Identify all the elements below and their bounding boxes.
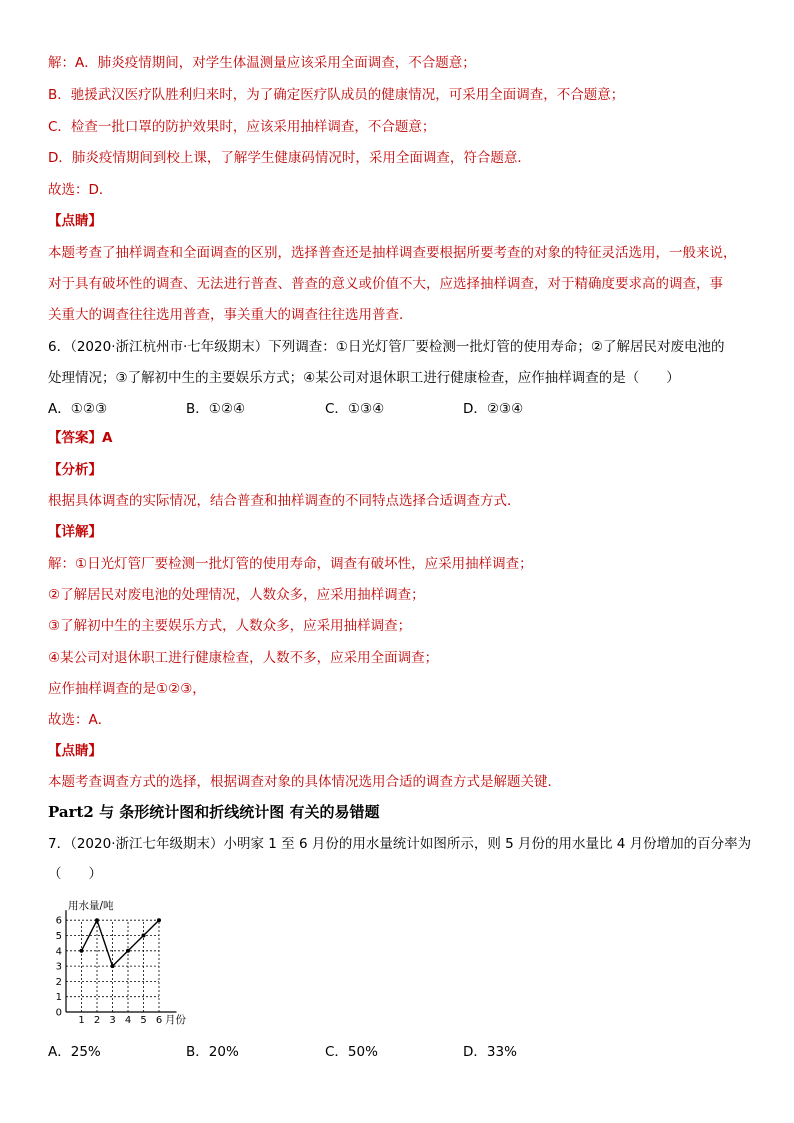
y-tick-label: 3 [55,961,62,973]
data-point [95,918,99,922]
q6-comment-label: 【点睛】 [48,743,102,759]
q5-comment-line-1: 本题考查了抽样调查和全面调查的区别，选择普查还是抽样调查要根据所要考查的对象的特征灵活选用，一般来说， [48,245,737,261]
y-tick-label: 6 [55,915,62,927]
x-tick-label: 6 [155,1015,163,1025]
q6-analysis-label: 【分析】 [48,462,102,478]
q7-option-b: B．20% [186,1044,239,1060]
y-tick-label: 2 [55,976,62,988]
q6-detail-line-4: ④某公司对退休职工进行健康检查，人数不多，应采用全面调查； [48,650,439,666]
data-point [142,934,146,938]
q6-option-d: D．②③④ [463,401,524,417]
q6-analysis: 根据具体调查的实际情况，结合普查和抽样调查的不同特点选择合适调查方式． [48,493,521,509]
x-tick-label: 2 [93,1015,101,1025]
q6-choose: 故选：A． [48,712,112,728]
q6-comment: 本题考查调查方式的选择，根据调查对象的具体情况选用合适的调查方式是解题关键． [48,774,561,790]
q7-stem-line-1: 7．（2020·浙江七年级期末）小明家 1 至 6 月份的用水量统计如图所示，则 5 月份的用水量比 4 月份增加的百分率为 [48,836,752,852]
series-line [82,920,160,966]
x-tick-label: 1 [78,1015,85,1025]
q7-option-d: D．33% [463,1044,517,1060]
q6-detail-label: 【详解】 [48,524,102,540]
x-tick-label: 5 [140,1015,147,1025]
y-tick-label: 4 [55,946,62,958]
q6-option-a: A．①②③ [48,401,108,417]
x-axis-title: 月份 [165,1014,186,1025]
q5-comment-label: 【点睛】 [48,213,102,229]
q5-solution-b: B．驰援武汉医疗队胜利归来时，为了确定医疗队成员的健康情况，可采用全面调查，不合题意； [48,87,625,103]
x-tick-label: 3 [109,1015,116,1025]
q5-answer: 故选：D． [48,182,113,198]
y-tick-label: 0 [55,1007,62,1019]
q6-option-c: C．①③④ [325,401,385,417]
data-point [111,964,115,968]
x-tick-label: 4 [124,1015,132,1025]
q7-stem-line-2: （ ） [48,866,102,882]
section-title: Part2 与 条形统计图和折线统计图 有关的易错题 [48,803,380,821]
y-axis-title: 用水量/吨 [68,900,114,912]
q7-option-a: A．25% [48,1044,101,1060]
q5-comment-line-2: 对于具有破坏性的调查、无法进行普查、普查的意义或价值不大，应选择抽样调查，对于精确度要求高的调查，事 [48,276,723,292]
q5-solution-c: C．检查一批口罩的防护效果时，应该采用抽样调查，不合题意； [48,119,436,135]
q5-comment-line-3: 关重大的调查往往选用普查，事关重大的调查往往选用普查． [48,307,413,323]
q6-answer: 【答案】A [48,430,113,446]
q6-stem-line-1: 6．（2020·浙江杭州市·七年级期末）下列调查：①日光灯管厂要检测一批灯管的使用寿命；②了解居民对废电池的 [48,339,725,355]
q5-solution-a: 解：A．肺炎疫情期间，对学生体温测量应该采用全面调查，不合题意； [48,55,476,71]
q6-detail-line-5: 应作抽样调查的是①②③， [48,681,206,697]
data-point [80,949,84,953]
data-point [157,918,161,922]
q7-option-c: C．50% [325,1044,378,1060]
water-usage-line-chart [48,900,198,1025]
q6-stem-line-2: 处理情况；③了解初中生的主要娱乐方式；④某公司对退休职工进行健康检查，应作抽样调查的是（ ） [48,370,680,386]
y-tick-label: 5 [55,931,62,942]
q6-detail-line-1: 解：①日光灯管厂要检测一批灯管的使用寿命，调查有破坏性，应采用抽样调查； [48,556,533,572]
data-point [126,949,130,953]
y-tick-label: 1 [55,992,62,1004]
q5-solution-d: D．肺炎疫情期间到校上课，了解学生健康码情况时，采用全面调查，符合题意． [48,150,531,166]
q6-option-b: B．①②④ [186,401,246,417]
q6-detail-line-2: ②了解居民对废电池的处理情况，人数众多，应采用抽样调查； [48,587,425,603]
q6-detail-line-3: ③了解初中生的主要娱乐方式，人数众多，应采用抽样调查； [48,618,412,634]
